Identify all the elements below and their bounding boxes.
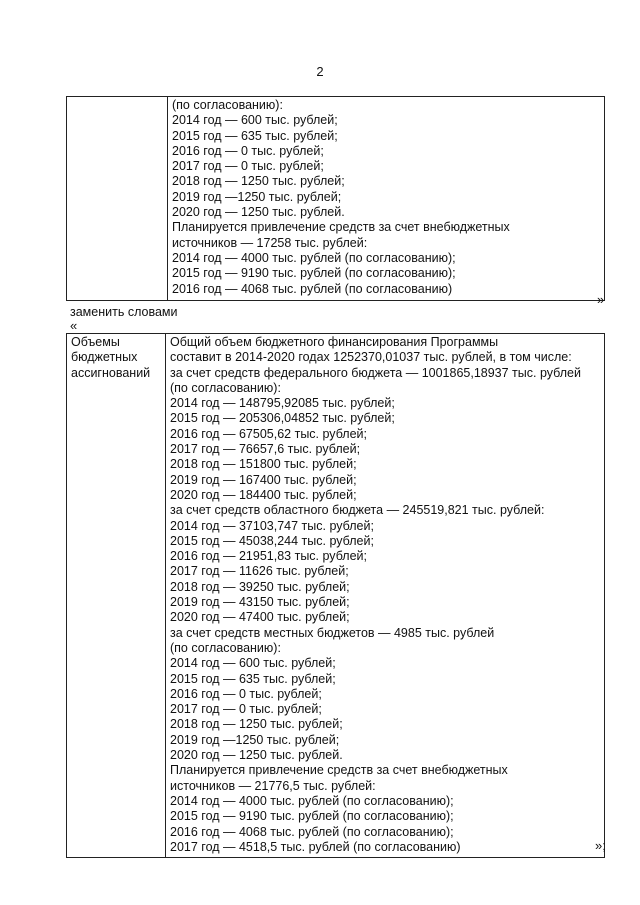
table1-line: 2016 год — 4068 тыс. рублей (по согласованию) <box>172 281 453 296</box>
table2-line: за счет средств федерального бюджета — 1001865,18937 тыс. рублей <box>170 365 581 380</box>
table2-line: 2017 год — 11626 тыс. рублей; <box>170 564 349 579</box>
table1-line: (по согласованию): <box>172 98 283 112</box>
page-number: 2 <box>316 64 324 79</box>
table2-line: 2015 год — 205306,04852 тыс. рублей; <box>170 411 395 426</box>
table1-line: источников — 17258 тыс. рублей: <box>172 235 368 250</box>
table2-line: составит в 2014-2020 годах 1252370,01037 тыс. рублей, в том числе: <box>170 350 572 365</box>
table2-line: источников — 21776,5 тыс. рублей: <box>170 778 376 793</box>
table2-label-cell <box>67 334 166 858</box>
table1-content-cell <box>168 97 605 301</box>
table2-line: 2014 год — 37103,747 тыс. рублей; <box>170 518 374 533</box>
table2-line: 2016 год — 4068 тыс. рублей (по согласованию); <box>170 824 454 839</box>
table2-label-line: ассигнований <box>71 365 151 380</box>
table2-line: 2018 год — 1250 тыс. рублей; <box>170 717 343 732</box>
table2-label-line: бюджетных <box>71 350 138 365</box>
table2-line: Общий объем бюджетного финансирования Программы <box>170 335 499 349</box>
table2-line: 2018 год — 39250 тыс. рублей; <box>170 579 350 594</box>
table2-line: 2017 год — 76657,6 тыс. рублей; <box>170 442 361 457</box>
table1-line: Планируется привлечение средств за счет внебюджетных <box>172 220 510 235</box>
table2-line: 2020 год — 184400 тыс. рублей; <box>170 487 357 502</box>
table1-line: 2015 год — 635 тыс. рублей; <box>172 128 338 143</box>
table2-line: Планируется привлечение средств за счет внебюджетных <box>170 763 508 778</box>
table1-label-cell <box>67 97 168 301</box>
table2-label-line: Объемы <box>71 335 120 349</box>
table2-line: 2014 год — 600 тыс. рублей; <box>170 656 336 671</box>
table2-line: 2016 год — 0 тыс. рублей; <box>170 686 322 701</box>
table2-line: 2015 год — 9190 тыс. рублей (по согласованию); <box>170 809 454 824</box>
table2-line: 2014 год — 4000 тыс. рублей (по согласованию); <box>170 793 454 808</box>
budget-allocation-table <box>66 333 605 858</box>
table2-line: 2020 год — 1250 тыс. рублей. <box>170 748 343 763</box>
table2-line: (по согласованию): <box>170 640 281 655</box>
table2-line: 2015 год — 635 тыс. рублей; <box>170 671 336 686</box>
table1-line: 2018 год — 1250 тыс. рублей; <box>172 174 345 189</box>
table2-line: 2016 год — 21951,83 тыс. рублей; <box>170 549 367 564</box>
table1-line: 2014 год — 4000 тыс. рублей (по согласованию); <box>172 250 456 265</box>
table1-line: 2015 год — 9190 тыс. рублей (по согласованию); <box>172 266 456 281</box>
table2-line: 2019 год — 43150 тыс. рублей; <box>170 595 350 610</box>
replace-instruction: заменить словами <box>70 305 178 319</box>
table2-line: за счет средств местных бюджетов — 4985 тыс. рублей <box>170 625 495 640</box>
opening-quote: « <box>70 318 78 333</box>
closing-quote-semicolon: »; <box>595 838 606 853</box>
table1-line: 2016 год — 0 тыс. рублей; <box>172 143 324 158</box>
table2-line: (по согласованию): <box>170 380 281 395</box>
table1-line: 2019 год —1250 тыс. рублей; <box>172 189 342 204</box>
table2-line: 2016 год — 67505,62 тыс. рублей; <box>170 426 367 441</box>
table2-line: 2017 год — 4518,5 тыс. рублей (по согласованию) <box>170 839 461 854</box>
table1-line: 2020 год — 1250 тыс. рублей. <box>172 205 345 220</box>
table1-line: 2017 год — 0 тыс. рублей; <box>172 159 324 174</box>
budget-table-fragment <box>66 96 605 301</box>
table1-line: 2014 год — 600 тыс. рублей; <box>172 113 338 128</box>
table2-line: за счет средств областного бюджета — 245519,821 тыс. рублей: <box>170 503 545 518</box>
table2-line: 2019 год — 167400 тыс. рублей; <box>170 472 357 487</box>
closing-quote: » <box>597 292 605 307</box>
table2-content-cell <box>166 334 605 858</box>
table2-line: 2019 год —1250 тыс. рублей; <box>170 732 340 747</box>
table2-line: 2018 год — 151800 тыс. рублей; <box>170 457 357 472</box>
table2-line: 2015 год — 45038,244 тыс. рублей; <box>170 533 374 548</box>
table2-line: 2014 год — 148795,92085 тыс. рублей; <box>170 396 395 411</box>
table2-line: 2017 год — 0 тыс. рублей; <box>170 702 322 717</box>
table2-line: 2020 год — 47400 тыс. рублей; <box>170 610 350 625</box>
